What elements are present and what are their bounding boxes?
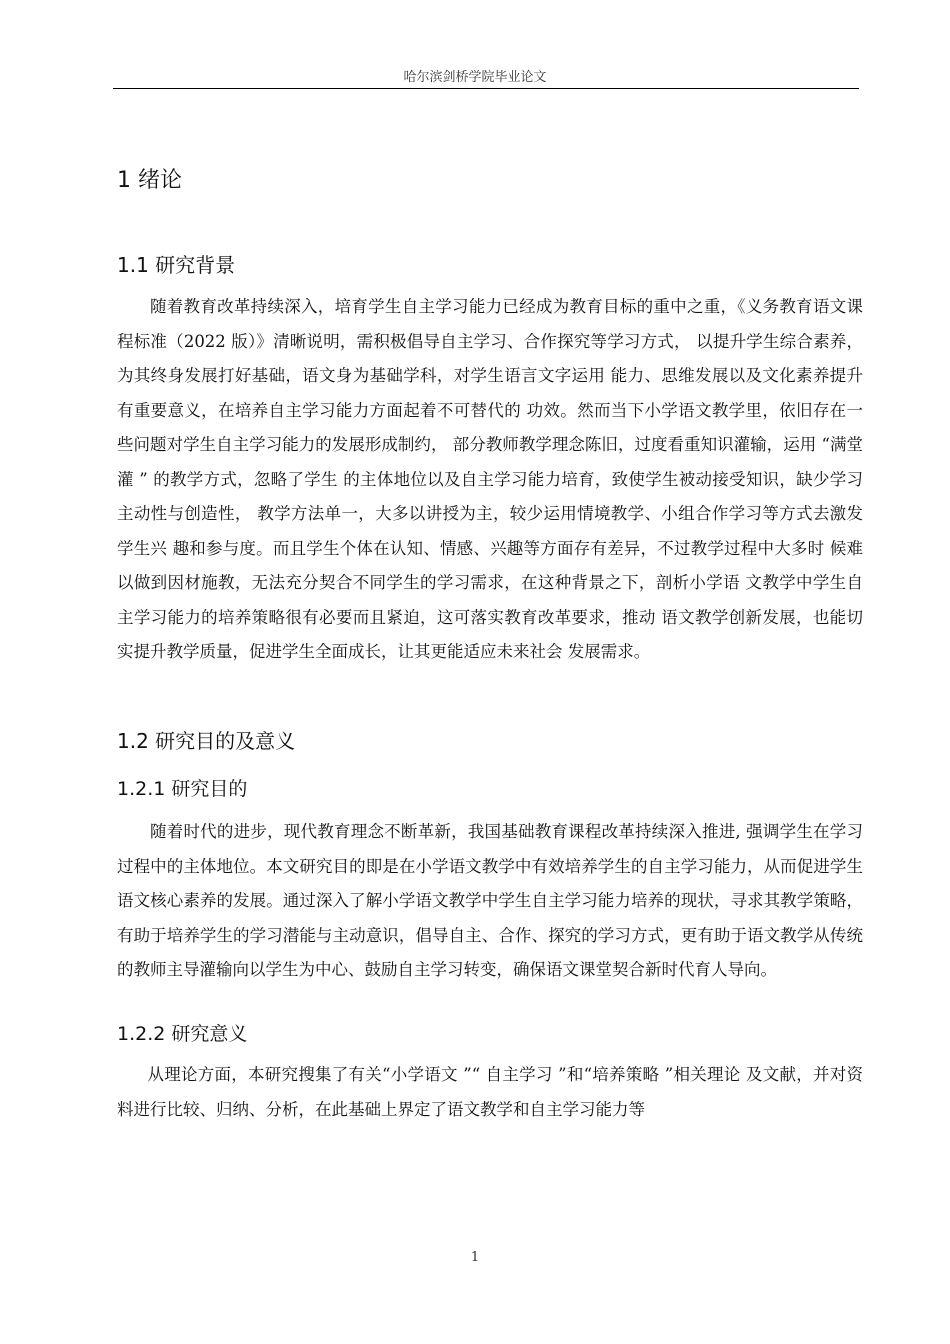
section-1-2-2-heading: 1.2.2 研究意义 [117,1023,248,1045]
section-1-2-1-paragraph: 随着时代的进步，现代教育理念不断革新，我国基础教育课程改革持续深入推进, 强调学生在学习过程中的主体地位。本文研究目的即是在小学语文教学中有效培养学生的自主学习能力，从而促进学生语文核心素养的发展。通过深入了解小学语文教学中学生自主学习能力培养的现状，寻求其教学策略，有助于培养学生的学习潜能与主动意识，倡导自主、合作、探究的学习方式，更有助于语文教学从传统的教师主导灌输向以学生为中心、鼓励自主学习转变，确保语文课堂契合新时代育人导向。 [117,822,863,979]
chapter-title: 1 绪论 [117,168,182,193]
section-1-1-heading: 1.1 研究背景 [117,253,236,277]
section-1-1-paragraph: 随着教育改革持续深入，培育学生自主学习能力已经成为教育目标的重中之重，《义务教育语文课程标准（2022 版）》清晰说明，需积极倡导自主学习、合作探究等学习方式， 以提升学生综合素养，为其终身发展打好基础，语文身为基础学科，对学生语言文字运用 能力、思维发展以及文化素养提升有重要意义，在培养自主学习能力方面起着不可替代的 功效。然而当下小学语文教学里，依旧存在一些问题对学生自主学习能力的发展形成制约， 部分教师教学理念陈旧，过度看重知识灌输，运用 “满堂灌 ” 的教学方式，忽略了学生 的主体地位以及自主学习能力培育，致使学生被动接受知识，缺少学习主动性与创造性， 教学方法单一，大多以讲授为主，较少运用情境教学、小组合作学习等方式去激发学生兴 趣和参与度。而且学生个体在认知、情感、兴趣等方面存有差异，不过教学过程中大多时 候难以做到因材施教，无法充分契合不同学生的学习需求，在这种背景之下，剖析小学语 文教学中学生自主学习能力的培养策略很有必要而且紧迫，这可落实教育改革要求，推动 语文教学创新发展，也能切实提升教学质量，促进学生全面成长，让其更能适应未来社会 发展需求。 [117,297,863,661]
section-1-2-heading: 1.2 研究目的及意义 [117,729,296,753]
section-1-2-1-heading: 1.2.1 研究目的 [117,778,248,800]
page-number: 1 [470,1250,480,1265]
running-header: 哈尔滨剑桥学院毕业论文 [403,70,547,85]
header-divider [113,88,859,89]
section-1-2-2-paragraph: 从理论方面，本研究搜集了有关“小学语文 ”“ 自主学习 ”和“培养策略 ”相关理论 及文献，并对资料进行比较、归纳、分析，在此基础上界定了语文教学和自主学习能力等 [117,1065,863,1119]
